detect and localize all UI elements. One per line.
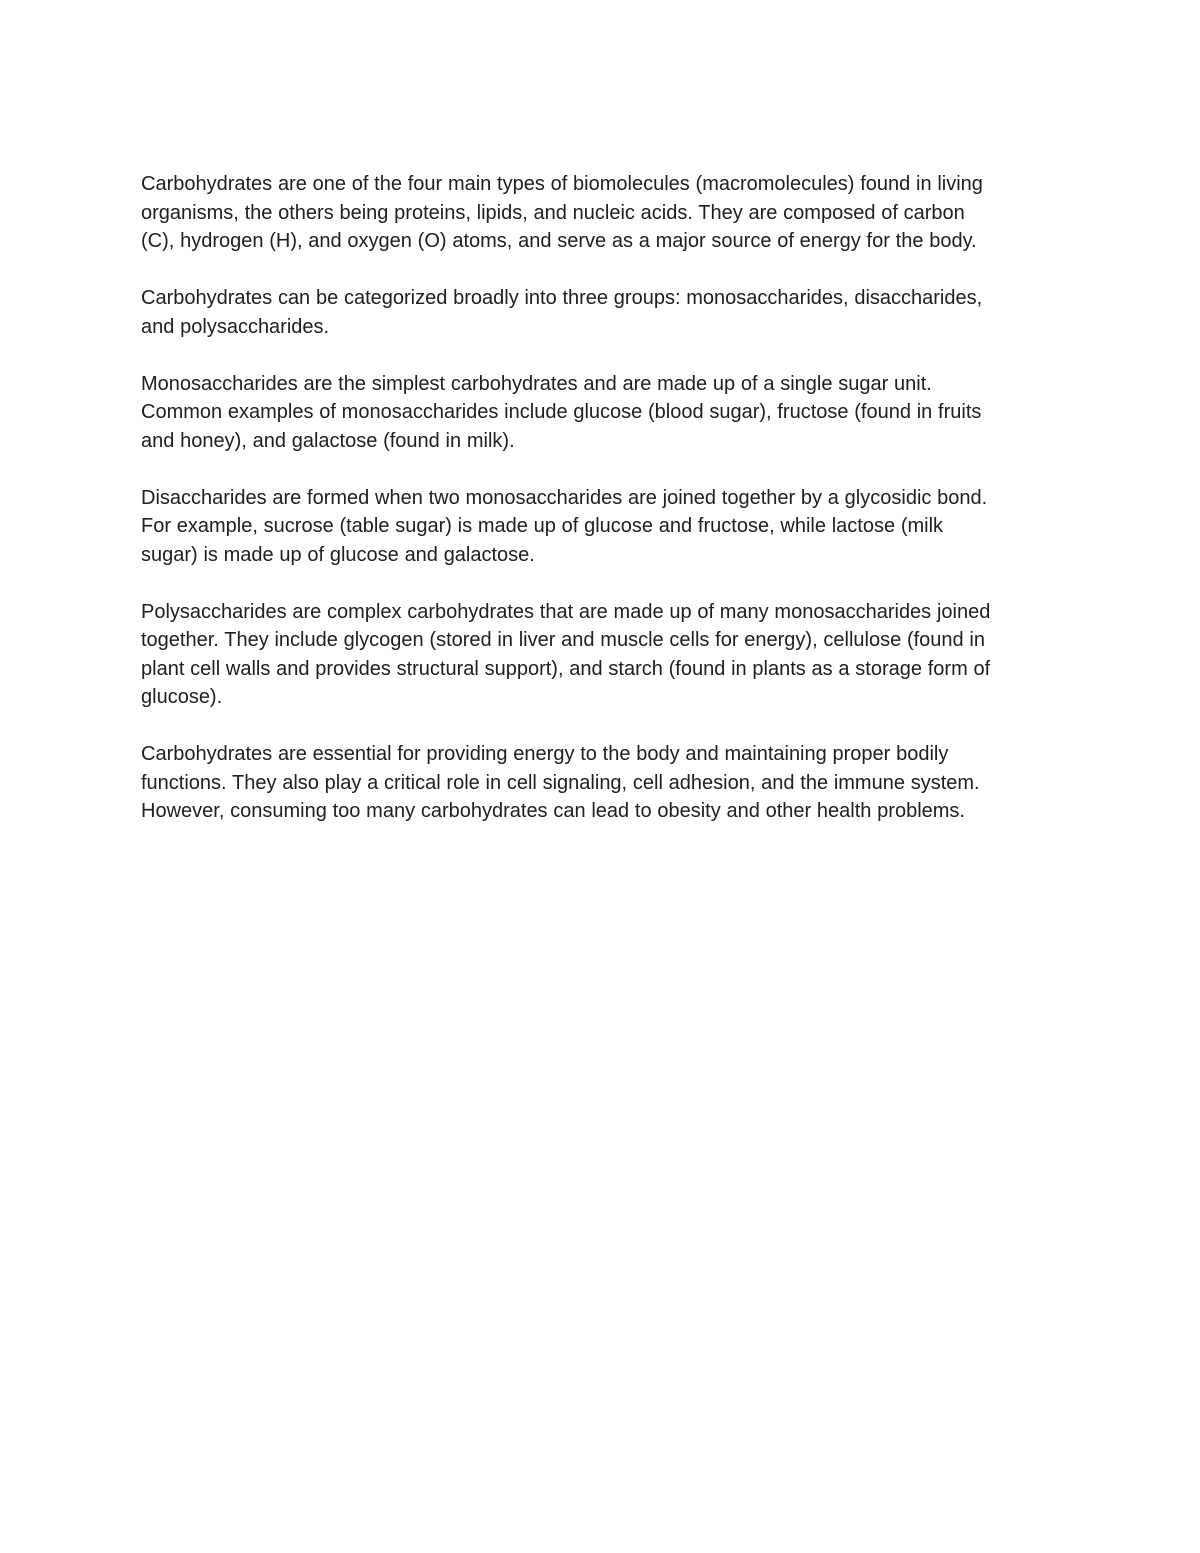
paragraph-categories: [141, 284, 1061, 341]
paragraph-polysaccharides: [141, 598, 1061, 712]
paragraph-monosaccharides: [141, 370, 1061, 456]
text-line: Carbohydrates are essential for providing energy to the body and maintaining proper bodily: [141, 743, 949, 765]
text-line: Carbohydrates are one of the four main types of biomolecules (macromolecules) found in living: [141, 173, 983, 195]
paragraph-intro: [141, 170, 1061, 256]
text-line: sugar) is made up of glucose and galactose.: [141, 543, 535, 566]
paragraph-disaccharides: [141, 484, 1061, 570]
text-line: However, consuming too many carbohydrates can lead to obesity and other health problems.: [141, 800, 965, 822]
paragraph-conclusion: [141, 740, 1061, 826]
text-line: For example, sucrose (table sugar) is made up of glucose and fructose, while lactose (milk: [141, 515, 944, 537]
text-line: Disaccharides are formed when two monosaccharides are joined together by a glycosidic bond.: [141, 486, 988, 509]
text-line: functions. They also play a critical role in cell signaling, cell adhesion, and the immune system.: [141, 771, 980, 794]
text-line: plant cell walls and provides structural support), and starch (found in plants as a storage form of: [141, 657, 991, 680]
text-line: and polysaccharides.: [141, 315, 330, 338]
text-line: glucose).: [141, 686, 223, 708]
text-line: together. They include glycogen (stored in liver and muscle cells for energy), cellulose (found in: [141, 629, 985, 651]
text-line: Carbohydrates can be categorized broadly into three groups: monosaccharides, disaccharides,: [141, 287, 983, 309]
text-line: and honey), and galactose (found in milk).: [141, 429, 515, 452]
text-line: organisms, the others being proteins, lipids, and nucleic acids. They are composed of carbon: [141, 201, 965, 224]
text-line: Common examples of monosaccharides include glucose (blood sugar), fructose (found in fruits: [141, 401, 982, 423]
text-line: (C), hydrogen (H), and oxygen (O) atoms, and serve as a major source of energy for the body.: [141, 230, 977, 252]
document-body: [141, 170, 1061, 854]
text-line: Monosaccharides are the simplest carbohydrates and are made up of a single sugar unit.: [141, 372, 932, 395]
text-line: Polysaccharides are complex carbohydrates that are made up of many monosaccharides joined: [141, 600, 991, 623]
